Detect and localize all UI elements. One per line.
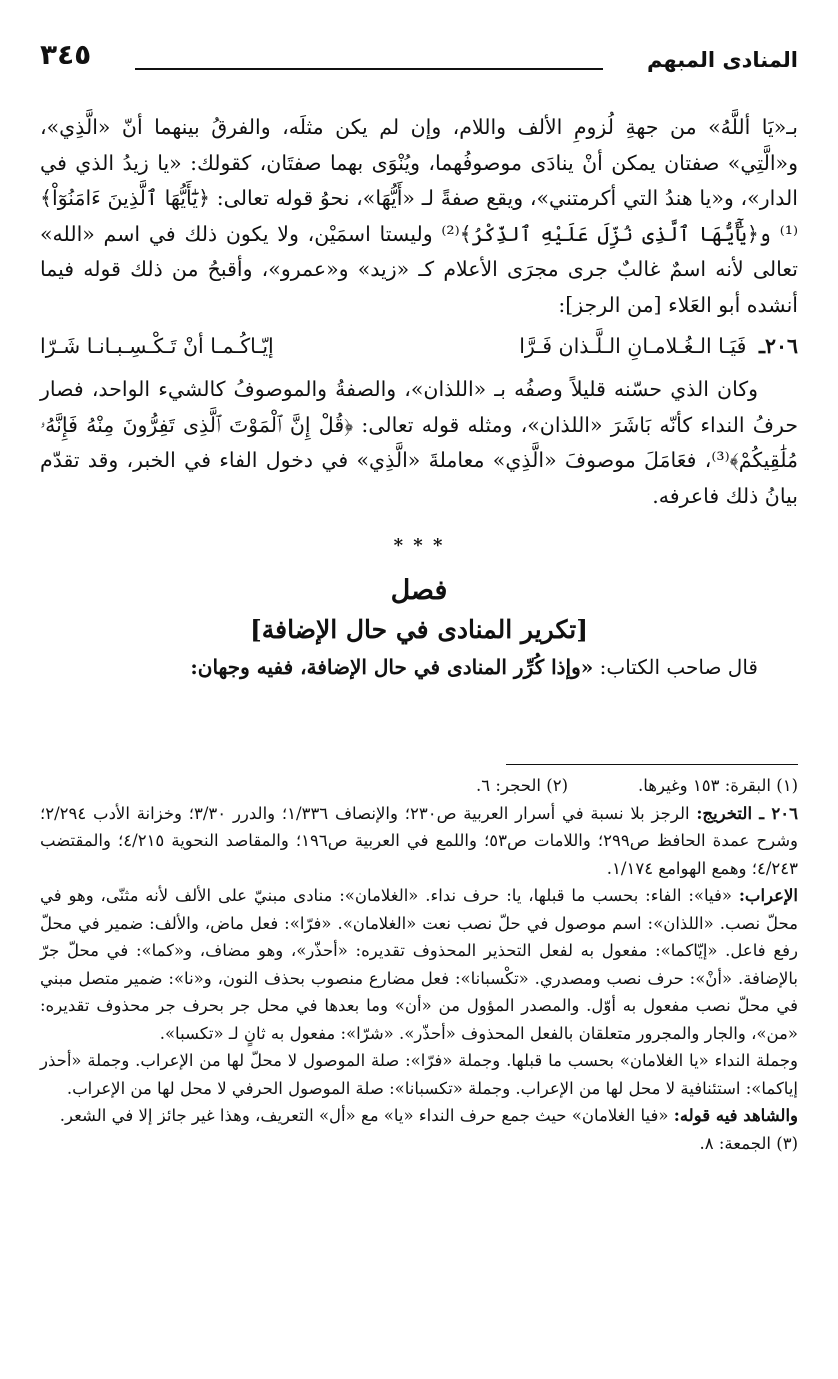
section-separator: * * * — [393, 535, 445, 556]
irab-text: «فيا»: الفاء: بحسب ما قبلها، يا: حرف نداء. «الغلامان»: منادى مبنيّ على الألف لأنه مثنّى، وهو في محلّ نصب. «اللذان»: اسم موصول في حلّ نصب نعت «الغلامان». «فرّا»: فعل ماض، والألف: ضمير في محلّ رفع فاعل. «إيّاكما»: مفعول به لفعل التحذير المحذوف تقديره: «أحذّر»، وهو مضاف، و«كما»: في محلّ جرّ بالإضافة. «أنْ»: حرف نصب ومصدري. «تكْسبانا»: فعل مضارع منصوب بحذف النون، و«نا»: ضمير متصل مبني في محلّ نصب مفعول به أوّل. والمصدر المؤول من «أن» وما بعدها في محل جر بحرف جر محذوف تقديره: «من»، والجار والمجرور متعلقان بالفعل المحذوف «أحذّر». «شرّا»: مفعول به ثانٍ لـ «تكسبا». — [40, 886, 798, 1043]
running-title: المنادى المبهم — [646, 48, 798, 72]
footnotes — [40, 772, 798, 1157]
page-number: ٣٤٥ — [40, 38, 92, 71]
main-text — [40, 110, 798, 685]
verse-number: ٢٠٦ـ — [758, 334, 798, 358]
section-subtitle: [تكرير المنادى في حال الإضافة] — [249, 614, 589, 644]
header-rule — [135, 68, 603, 70]
intro-prefix: قال صاحب الكتاب: — [593, 654, 758, 679]
takhrij-text: الرجز بلا نسبة في أسرار العربية ص٢٣٠؛ والإنصاف ١/٣٣٦؛ والدرر ٣/٣٠؛ وخزانة الأدب ٢/٢٩٤؛ وشرح عمدة الحافظ ص٢٩٩؛ واللامات ص٥٣؛ واللمع في العربية ص١٩٦؛ والمقاصد النحوية ٤/٢١٥؛ والمقتضب ٤/٢٤٣؛ وهمع الهوامع ١/١٧٤. — [40, 803, 798, 878]
footnote-2: (٢) الحجر: ٦. — [476, 776, 568, 795]
shahid-text: «فيا الغلامان» حيث جمع حرف النداء «يا» مع «أل» التعريف، وهذا غير جائز إلا في الشعر. — [59, 1106, 674, 1125]
footnote-row — [40, 772, 798, 800]
running-header — [40, 38, 798, 88]
footnote-rule — [506, 764, 798, 765]
verse-second-hemistich: إيّـاكُـمـا أنْ تَـكْـسِـبـانـا شَـرّا — [40, 334, 274, 358]
takhrij-note — [40, 800, 798, 883]
paragraph: بـ«يَا أللَّهُ» من جهةِ لُزومِ الألف واللام، وإن لم يكن مثلَه، والفرقُ بينهما أنّ «الَّذِي»، و«الَّتِي» صفتان يمكن أنْ ينادَى موصوفُهما، ويُنْوَى بهما صفتَان، كقولك: «يا زيدُ الذي في الدار»، و«يا هندُ التي أكرمتني»، ويقع صفةً لـ «أَيُّهَا»، نحوُ قوله تعالى: ﴿يَٰٓأَيُّهَا ٱلَّذِينَ ءَامَنُوٓاْ﴾⁽¹⁾ و﴿يَٰٓأَيُّهَا ٱلَّذِى نُزِّلَ عَلَيْهِ ٱلذِّكْرُ﴾⁽²⁾ وليستا اسمَيْن، ولا يكون ذلك في اسم «الله» تعالى لأنه اسمٌ غالبٌ جرى مجرَى الأعلام كـ «زيد» و«عمرو»، وأقبحُ من ذلك قوله فيما أنشده أبو العَلاء [من الرجز]: — [40, 115, 798, 317]
verse-text-1: فَيَـا الـغُـلامـانِ الـلَّـذان فَـرَّا — [519, 334, 747, 358]
verse-line — [40, 329, 798, 364]
footnote-3: (٣) الجمعة: ٨. — [699, 1133, 798, 1153]
jumla-note: وجملة النداء «يا الغلامان» بحسب ما قبلها. وجملة «فرّا»: صلة الموصول لا محلّ لها من الإعراب. وجملة «أحذر إياكما»: استئنافية لا محل لها من الإعراب. وجملة «تكسبانا»: صلة الموصول الحرفي لا محل لها من الإعراب. — [40, 1051, 798, 1098]
irab-label: الإعراب: — [738, 886, 798, 905]
section-title: فصل — [390, 574, 448, 606]
verse-first-hemistich — [519, 329, 798, 364]
shahid-label: والشاهد فيه قوله: — [673, 1106, 798, 1125]
footnote-1: (١) البقرة: ١٥٣ وغيرها. — [638, 776, 798, 795]
irab-note — [40, 882, 798, 1047]
takhrij-label: ٢٠٦ ـ التخريج: — [696, 803, 799, 823]
section-intro — [40, 650, 798, 686]
intro-quote: «وإذا كُرِّر المنادى في حال الإضافة، ففيه وجهان: — [190, 654, 594, 679]
paragraph: وكان الذي حسّنه قليلاً وصفُه بـ «اللذان»، والصفةُ والموصوفُ كالشيء الواحد، فصار حرفُ النداء كأنّه بَاشَرَ «اللذان»، ومثله قوله تعالى: ﴿قُلْ إِنَّ ٱلْمَوْتَ ٱلَّذِى تَفِرُّونَ مِنْهُ فَإِنَّهُۥ مُلَٰقِيكُمْ﴾⁽³⁾، فعَامَلَ موصوفَ «الَّذِي» معاملةَ «الَّذِي» في دخول الفاء في الخبر، وقد تقدّم بيانُ ذلك فاعرفه. — [40, 377, 798, 508]
shahid-note — [40, 1102, 798, 1130]
